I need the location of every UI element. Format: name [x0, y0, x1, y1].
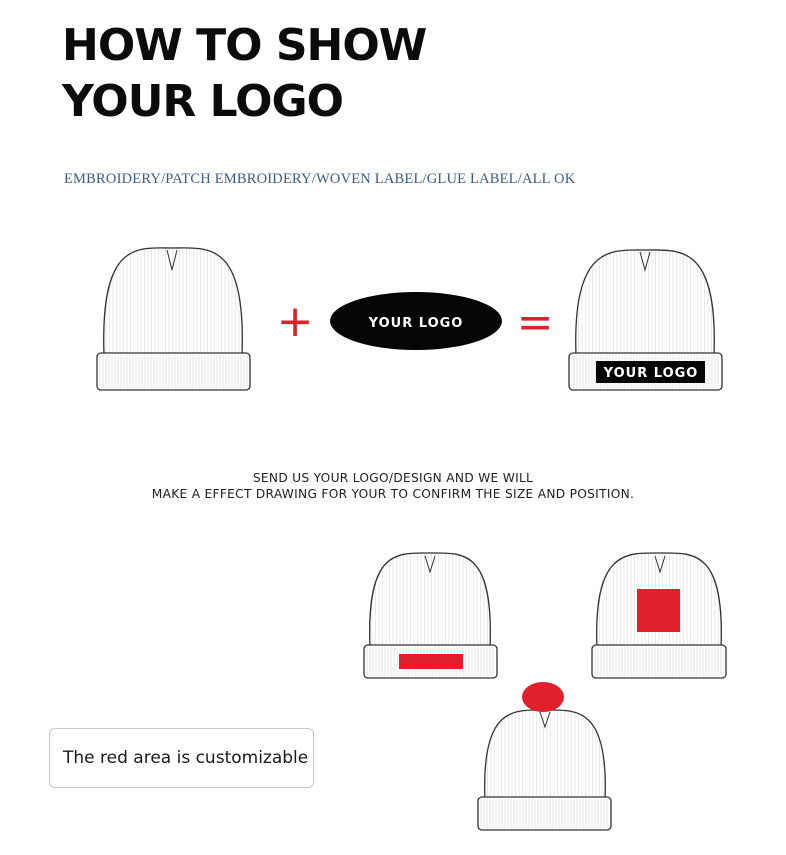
plus-sign: +	[276, 296, 314, 347]
instructions-line-2: MAKE A EFFECT DRAWING FOR YOUR TO CONFIRM THE SIZE AND POSITION.	[151, 487, 635, 501]
logo-beanie	[569, 250, 722, 390]
title-line-2: YOUR LOGO	[62, 76, 344, 127]
pompom-red-area	[522, 682, 564, 712]
cuff-red-area	[399, 654, 463, 669]
equals-sign: =	[516, 297, 554, 348]
customizable-note	[49, 728, 314, 788]
instructions-text	[0, 470, 786, 502]
logo-oval	[330, 292, 502, 350]
crown-custom-beanie	[592, 553, 726, 678]
instructions-line-1: SEND US YOUR LOGO/DESIGN AND WE WILL	[252, 471, 534, 485]
cuff-custom-beanie	[364, 553, 497, 678]
plain-beanie	[97, 248, 250, 390]
logo-patch-text: YOUR LOGO	[603, 366, 699, 381]
title-line-1: HOW TO SHOW	[62, 20, 427, 71]
logo-methods-text: EMBROIDERY/PATCH EMBROIDERY/WOVEN LABEL/GLUE LABEL/ALL OK	[64, 171, 576, 187]
pompom-custom-beanie	[478, 682, 611, 830]
customizable-note-text: The red area is customizable	[63, 748, 309, 768]
crown-red-area	[637, 589, 680, 632]
logo-oval-text: YOUR LOGO	[368, 316, 464, 331]
